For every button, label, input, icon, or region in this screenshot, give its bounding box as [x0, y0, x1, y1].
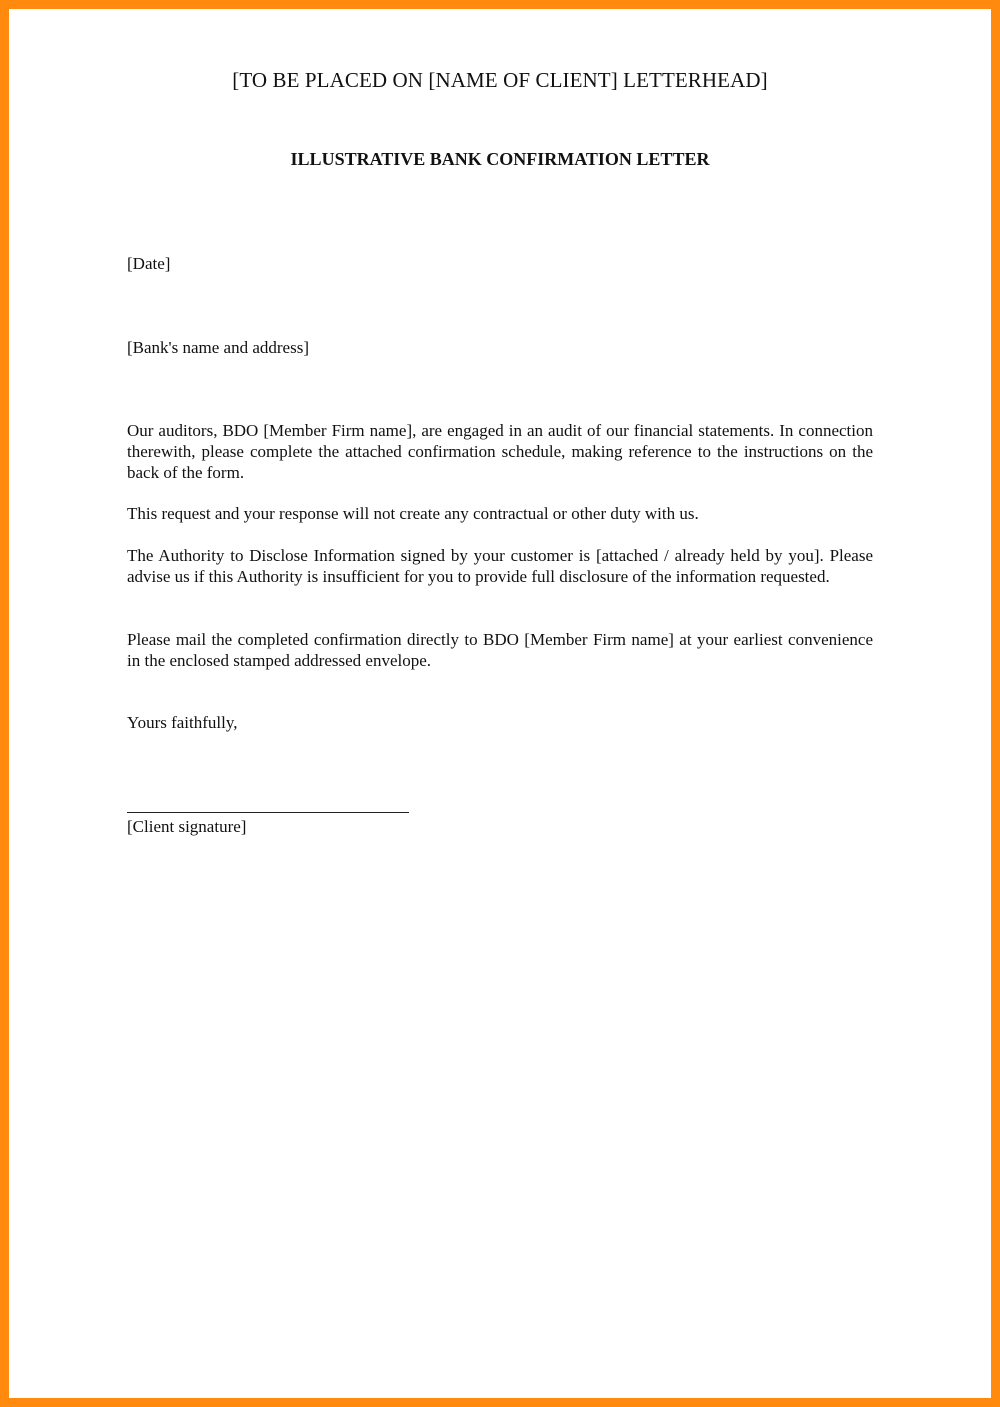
signature-label: [Client signature] — [127, 817, 247, 836]
date-placeholder: [Date] — [127, 254, 171, 273]
body-paragraph-audit: Our auditors, BDO [Member Firm name], are engaged in an audit of our financial statements. In connection therewith, please complete the attached confirmation schedule, making reference to the instructions on the back of the form. — [127, 421, 873, 482]
body-paragraph-mail-instructions: Please mail the completed confirmation directly to BDO [Member Firm name] at your earliest convenience in the enclosed stamped addressed envelope. — [127, 630, 873, 670]
bank-address-placeholder: [Bank's name and address] — [127, 338, 309, 357]
closing-salutation: Yours faithfully, — [127, 713, 238, 732]
letterhead-placeholder: [TO BE PLACED ON [NAME OF CLIENT] LETTERHEAD] — [232, 68, 768, 92]
body-paragraph-authority: The Authority to Disclose Information signed by your customer is [attached / already held by you]. Please advise us if this Authority is insufficient for you to provide full disclosure of the information requested. — [127, 546, 873, 586]
document-title: ILLUSTRATIVE BANK CONFIRMATION LETTER — [290, 149, 710, 169]
signature-line — [127, 812, 409, 813]
body-paragraph-no-duty: This request and your response will not create any contractual or other duty with us. — [127, 504, 699, 523]
